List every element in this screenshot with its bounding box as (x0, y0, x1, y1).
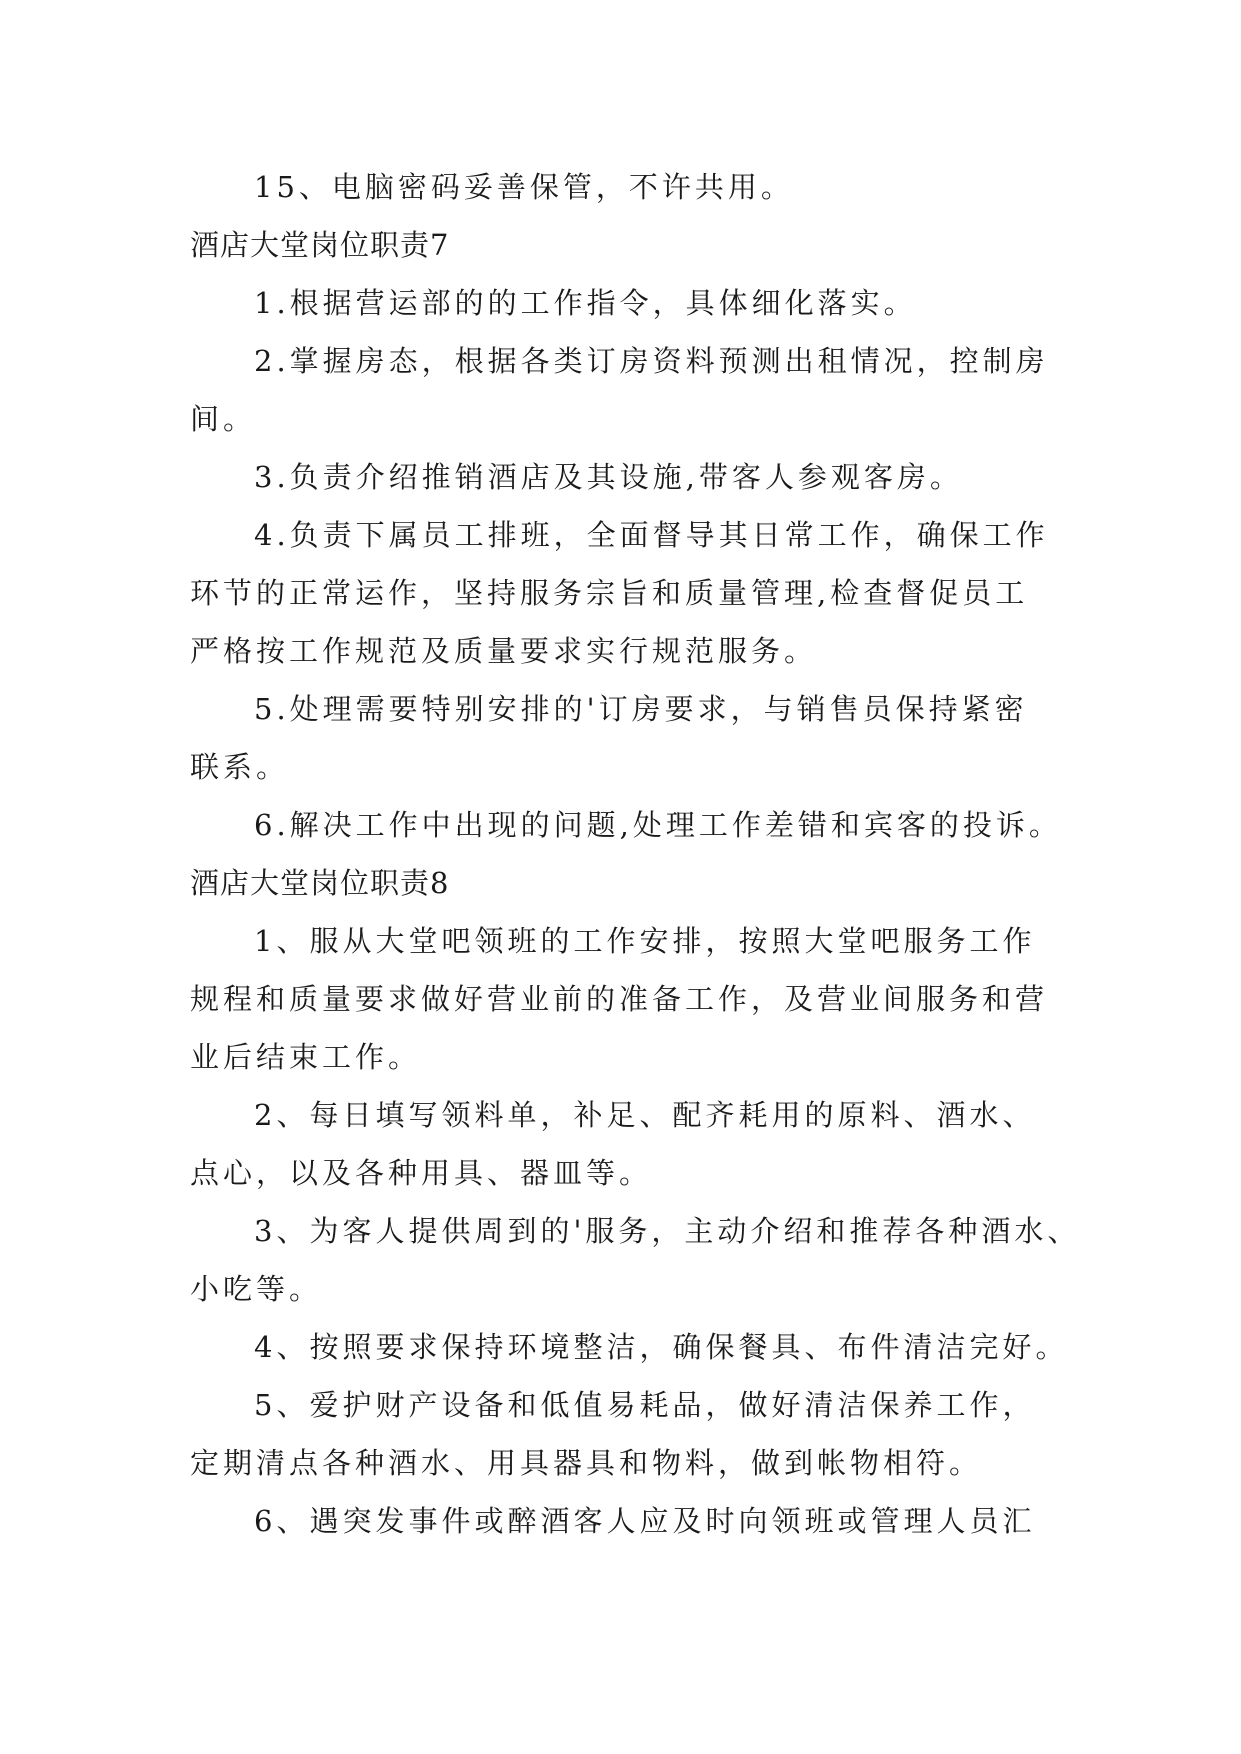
text-line: 1、服从大堂吧领班的工作安排，按照大堂吧服务工作 (254, 924, 1036, 958)
text-line: 3、为客人提供周到的'服务，主动介绍和推荐各种酒水、 (254, 1214, 1081, 1248)
text-line: 小吃等。 (190, 1272, 323, 1306)
section-heading-7: 酒店大堂岗位职责7 (190, 228, 450, 262)
text-line: 规程和质量要求做好营业前的准备工作，及营业间服务和营 (190, 982, 1049, 1016)
text-line: 1.根据营运部的的工作指令，具体细化落实。 (254, 286, 917, 320)
text-line: 环节的正常运作，坚持服务宗旨和质量管理,检查督促员工 (190, 576, 1029, 610)
text-line: 定期清点各种酒水、用具器具和物料，做到帐物相符。 (190, 1446, 983, 1480)
text-line: 3.负责介绍推销酒店及其设施,带客人参观客房。 (254, 460, 963, 494)
text-line: 6.解决工作中出现的问题,处理工作差错和宾客的投诉。 (254, 808, 1062, 842)
text-line: 2.掌握房态，根据各类订房资料预测出租情况，控制房 (254, 344, 1049, 378)
text-line: 业后结束工作。 (190, 1040, 422, 1074)
text-line: 15、电脑密码妥善保管，不许共用。 (254, 170, 794, 204)
text-line: 联系。 (190, 750, 290, 784)
text-line: 2、每日填写领料单，补足、配齐耗用的原料、酒水、 (254, 1098, 1036, 1132)
text-line: 4、按照要求保持环境整洁，确保餐具、布件清洁完好。 (254, 1330, 1069, 1364)
section-heading-8: 酒店大堂岗位职责8 (190, 866, 450, 900)
text-line: 6、遇突发事件或醉酒客人应及时向领班或管理人员汇 (254, 1504, 1036, 1538)
text-line: 间。 (190, 402, 257, 436)
text-line: 4.负责下属员工排班，全面督导其日常工作，确保工作 (254, 518, 1049, 552)
text-line: 点心，以及各种用具、器皿等。 (190, 1156, 653, 1190)
text-line: 5、爱护财产设备和低值易耗品，做好清洁保养工作， (254, 1388, 1036, 1422)
text-line: 严格按工作规范及质量要求实行规范服务。 (190, 634, 818, 668)
text-line: 5.处理需要特别安排的'订房要求，与销售员保持紧密 (254, 692, 1028, 726)
document-body (190, 158, 1081, 1550)
